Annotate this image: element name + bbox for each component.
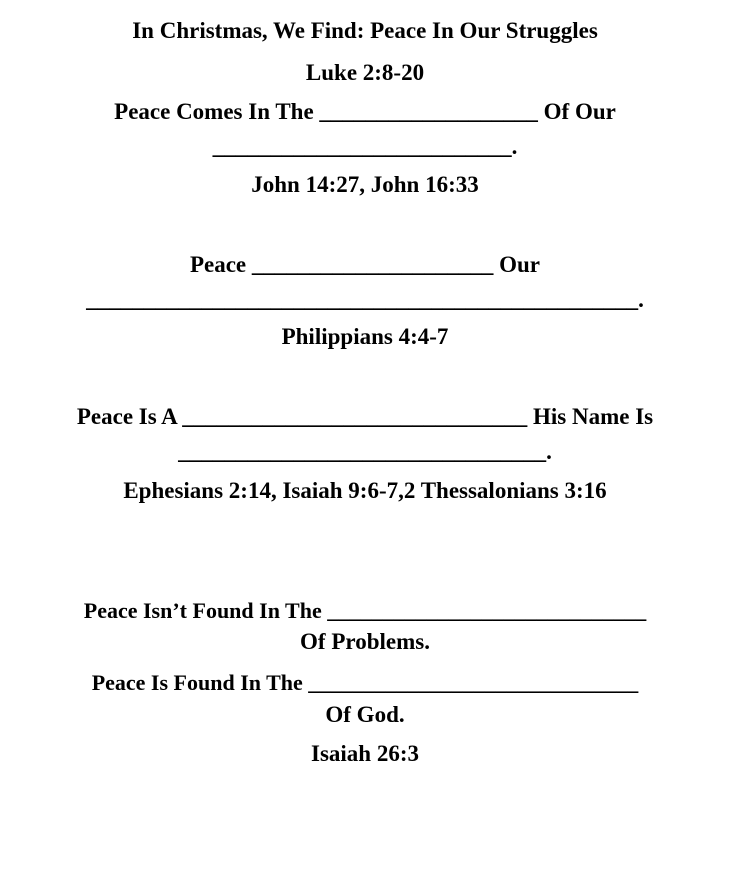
fill-in-blank-line: Peace Isn’t Found In The _____________________________	[83, 598, 647, 623]
scripture-reference: Ephesians 2:14, Isaiah 9:6-7,2 Thessalonians 3:16	[123, 478, 607, 503]
scripture-reference: Philippians 4:4-7	[281, 324, 449, 349]
fill-in-blank-line: Peace Comes In The ___________________ Of Our	[114, 99, 616, 124]
scripture-reference: John 14:27, John 16:33	[251, 172, 479, 197]
fill-in-blank-line: __________________________.	[212, 134, 518, 159]
fill-in-blank-line: Of Problems.	[300, 629, 430, 654]
fill-in-blank-line: Peace Is Found In The ______________________________	[91, 670, 639, 695]
fill-in-blank-line: ________________________________.	[178, 439, 552, 464]
title-scripture-reference: Luke 2:8-20	[305, 60, 425, 85]
fill-in-blank-line: Peace Is A ______________________________ His Name Is	[76, 404, 654, 429]
scripture-reference: Isaiah 26:3	[311, 741, 419, 766]
fill-in-blank-line: Peace _____________________ Our	[189, 252, 541, 277]
page-title: In Christmas, We Find: Peace In Our Struggles	[132, 18, 598, 43]
fill-in-blank-line: ________________________________________________.	[86, 287, 644, 312]
fill-in-blank-line: Of God.	[325, 702, 405, 727]
